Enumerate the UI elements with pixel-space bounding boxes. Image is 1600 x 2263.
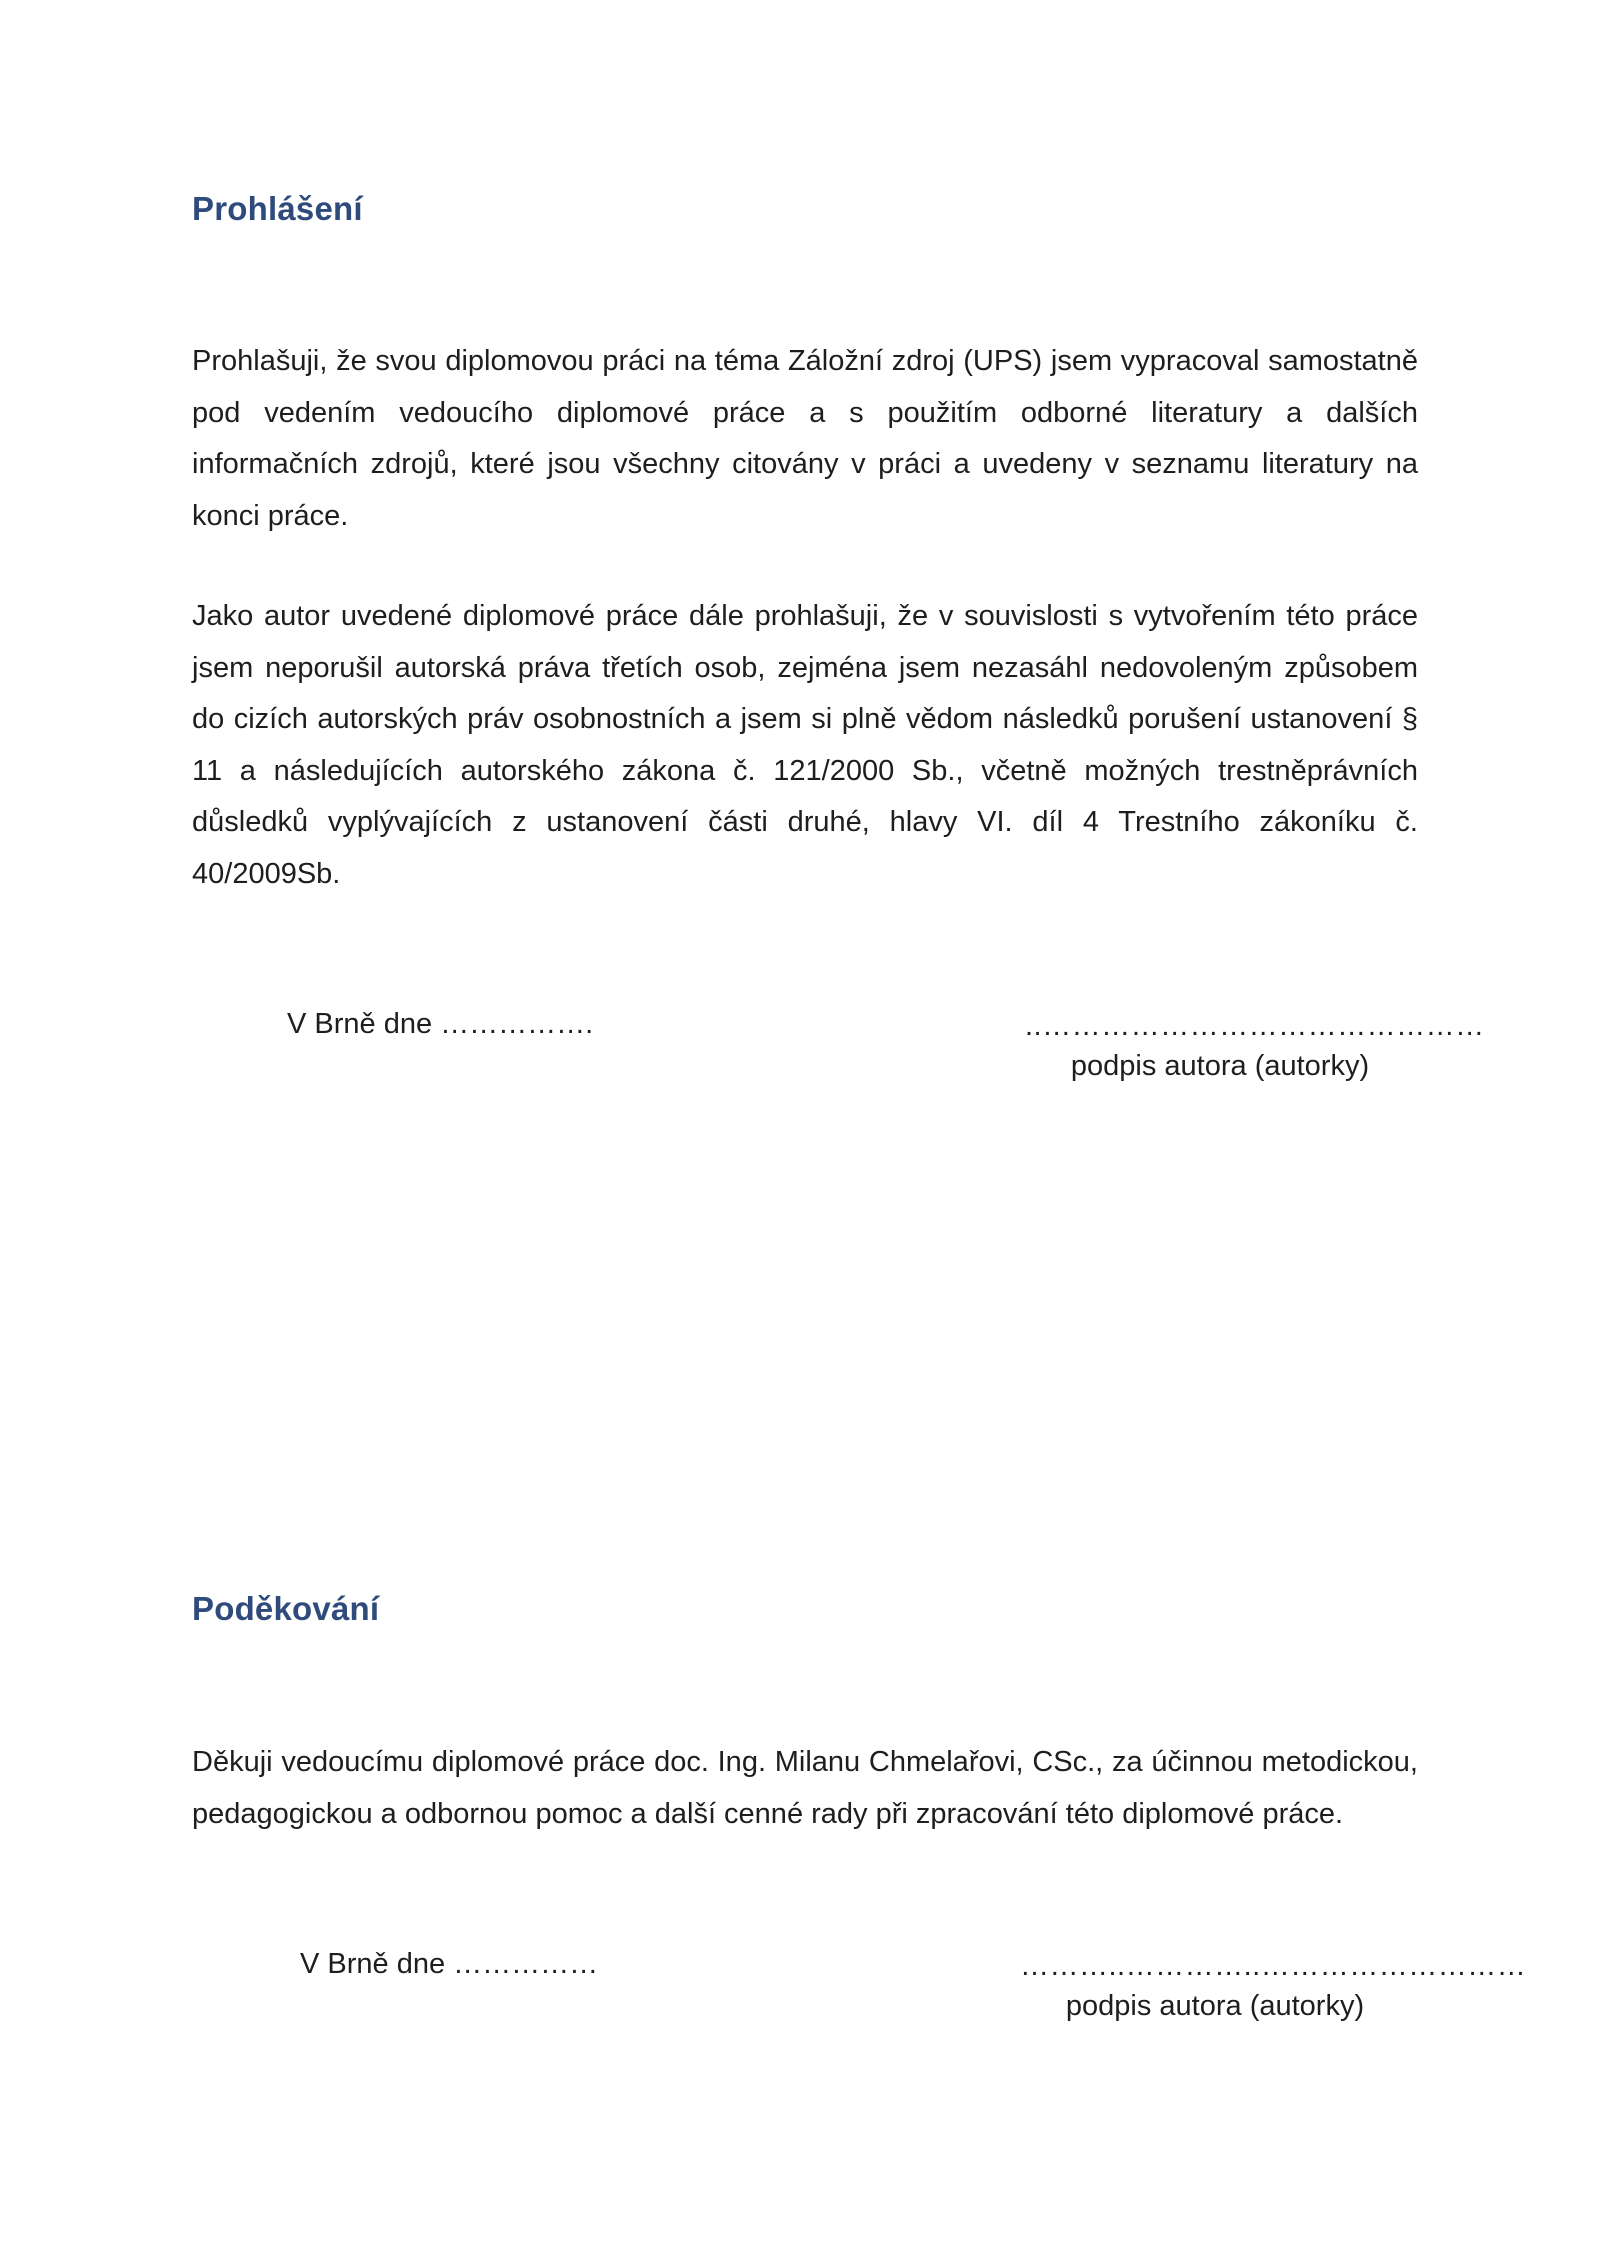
declaration-signature-line: ..……………………………………… [1025, 1010, 1485, 1042]
acknowledgement-title: Poděkování [192, 1590, 380, 1627]
declaration-signature-block [1025, 1006, 1485, 1086]
declaration-title: Prohlášení [192, 190, 363, 227]
declaration-signature-caption: podpis autora (autorky) [1070, 1050, 1370, 1082]
declaration-date-line: V Brně dne ……………. [287, 1008, 594, 1040]
acknowledgement-signature-line: ………..…………..……………………… [1020, 1950, 1527, 1982]
declaration-paragraph-1: Prohlašuji, že svou diplomovou práci na téma Záložní zdroj (UPS) jsem vypracoval samostatně pod vedením vedoucího diplomové práce a s použitím odborné literatury a dalších informačních zdrojů, které jsou všechny citovány v práci a uvedeny v seznamu literatury na konci práce. [192, 345, 1418, 532]
acknowledgement-paragraph: Děkuji vedoucímu diplomové práce doc. Ing. Milanu Chmelařovi, CSc., za účinnou metodickou, pedagogickou a odbornou pomoc a další cenné rady při zpracování této diplomové práce. [192, 1746, 1418, 1830]
acknowledgement-date-line: V Brně dne …………… [300, 1948, 599, 1980]
acknowledgement-signature-block [1020, 1946, 1527, 2026]
declaration-paragraph-2: Jako autor uvedené diplomové práce dále prohlašuji, že v souvislosti s vytvořením této práce jsem neporušil autorská práva třetích osob, zejména jsem nezasáhl nedovoleným způsobem do cizích autorských práv osobnostních a jsem si plně vědom následků porušení ustanovení § 11 a následujících autorského zákona č. 121/2000 Sb., včetně možných trestněprávních důsledků vyplývajících z ustanovení části druhé, hlavy VI. díl 4 Trestního zákoníku č. 40/2009Sb. [192, 600, 1418, 890]
acknowledgement-signature-caption: podpis autora (autorky) [1065, 1990, 1365, 2022]
